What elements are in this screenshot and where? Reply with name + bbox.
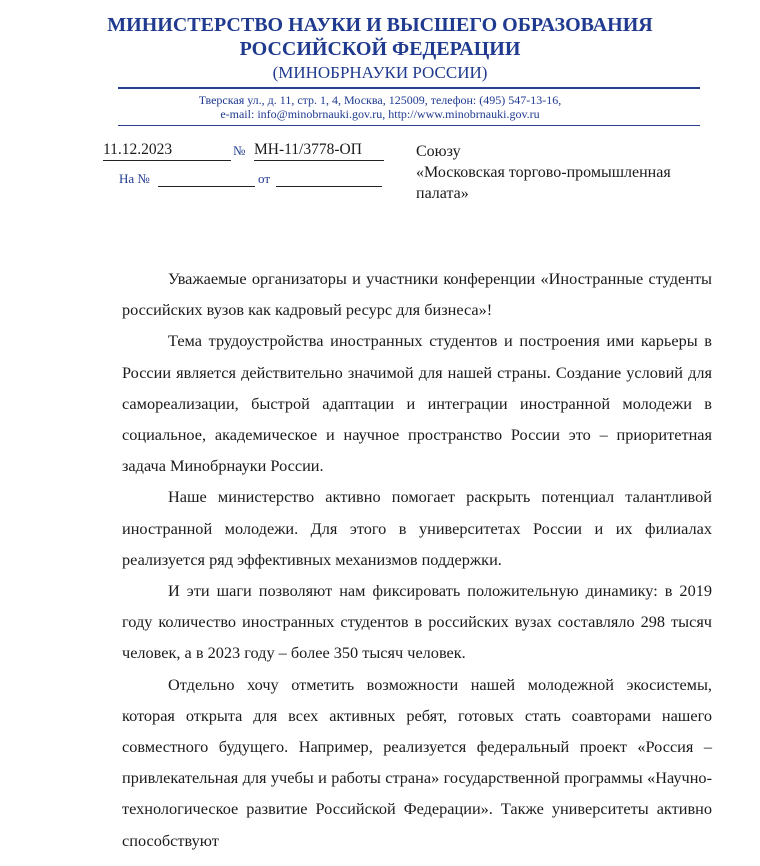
body-paragraph: Тема трудоустройства иностранных студентов и построения ими карьеры в России является действительно значимой для нашей страны. Создание условий для самореализации, быстрой адаптации и интеграции иностранной молодежи в социальное, академическое и научное пространство России это – приоритетная задача Минобрнауки России. (122, 331, 712, 476)
number-sign: № (233, 143, 246, 158)
body-paragraph: Отдельно хочу отметить возможности нашей молодежной экосистемы, которая открыта для всех активных ребят, готовых стать соавторами нашего совместного будущего. Например, реализуется федеральный проект «Россия – привлекательная для учебы и работы страна» государственной программы «Научно-технологическое развитие Российской Федерации». Также университеты активно способствуют (122, 674, 712, 850)
letter-body (122, 263, 712, 856)
recipient-block (416, 141, 726, 204)
letterhead-divider-bottom (118, 125, 700, 126)
document-number: МН-11/3778-ОП (254, 140, 384, 161)
body-paragraph: И эти шаги позволяют нам фиксировать положительную динамику: в 2019 году количество иностранных студентов в российских вузах составляло 298 тысяч человек, а в 2023 году – более 350 тысяч человек. (122, 581, 712, 663)
ministry-short-name: (МИНОБРНАУКИ РОССИИ) (272, 63, 488, 82)
reply-to-blank (158, 186, 255, 187)
address-line-1: Тверская ул., д. 11, стр. 1, 4, Москва, 125009, телефон: (495) 547-13-16, (198, 93, 562, 107)
body-paragraph: Уважаемые организаторы и участники конференции «Иностранные студенты российских вузов как кадровый ресурс для бизнеса»! (122, 269, 712, 320)
recipient-line: палата» (416, 185, 469, 202)
ministry-name-line1: МИНИСТЕРСТВО НАУКИ И ВЫСШЕГО ОБРАЗОВАНИЯ (107, 14, 653, 36)
from-label: от (258, 171, 271, 186)
letterhead-divider-top (118, 87, 700, 89)
address-line-2: e-mail: info@minobrnauki.gov.ru, http://www.minobrnauki.gov.ru (220, 107, 540, 121)
document-date: 11.12.2023 (103, 140, 231, 161)
from-blank (276, 186, 382, 187)
ministry-name-line2: РОССИЙСКОЙ ФЕДЕРАЦИИ (239, 38, 521, 60)
recipient-line: Союзу (416, 143, 461, 160)
recipient-line: «Московская торгово-промышленная (416, 164, 671, 181)
body-paragraph: Наше министерство активно помогает раскрыть потенциал талантливой иностранной молодежи. Для этого в университетах России и их филиалах реализуется ряд эффективных механизмов поддержки. (122, 487, 712, 569)
reply-to-label: На № (119, 171, 150, 186)
